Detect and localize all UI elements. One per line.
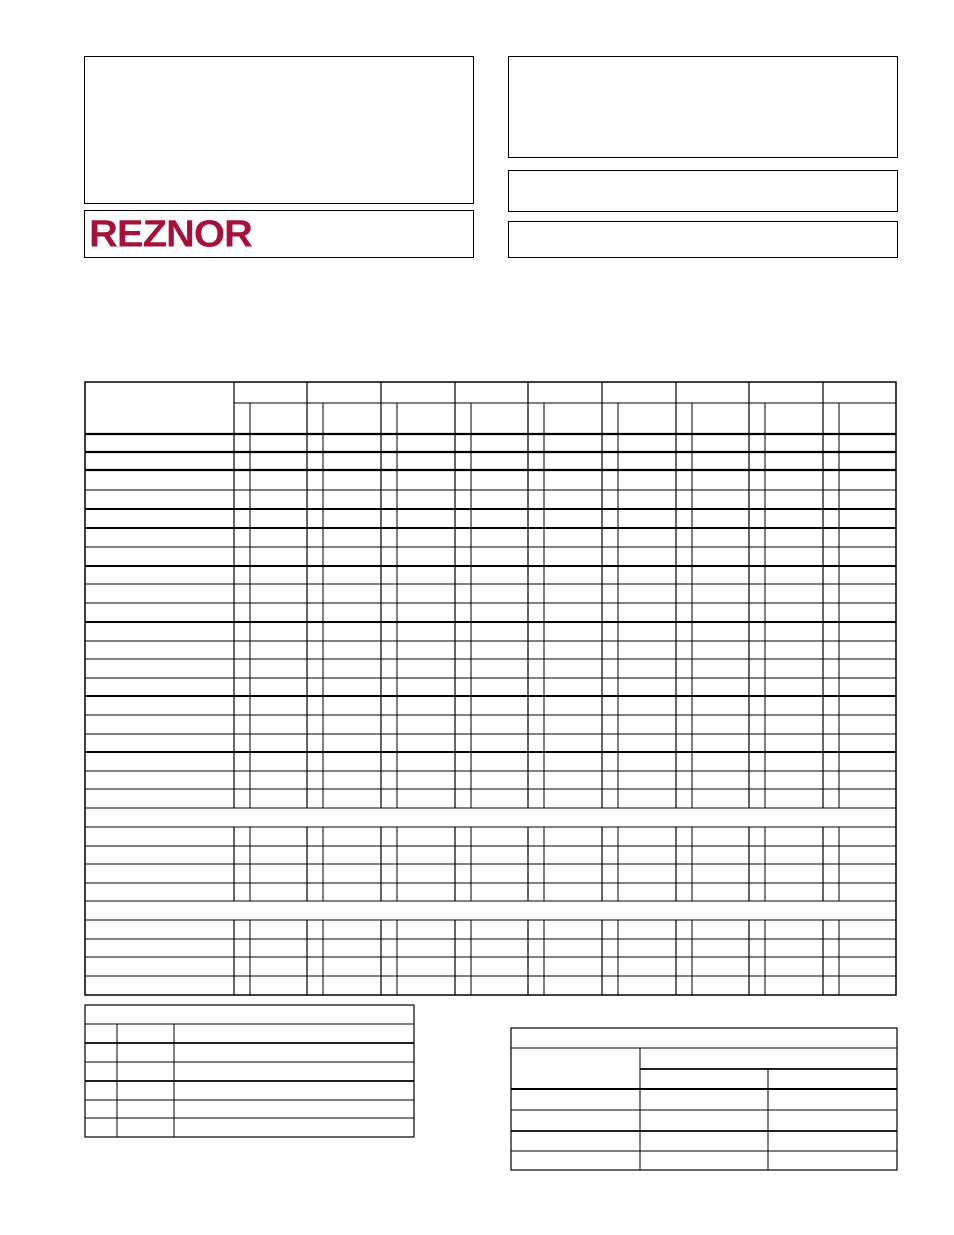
legend-table-border (85, 1005, 414, 1137)
main-table-border (85, 382, 896, 995)
reznor-logo: REZNOR (89, 212, 252, 255)
ratings-table-border (511, 1028, 897, 1170)
